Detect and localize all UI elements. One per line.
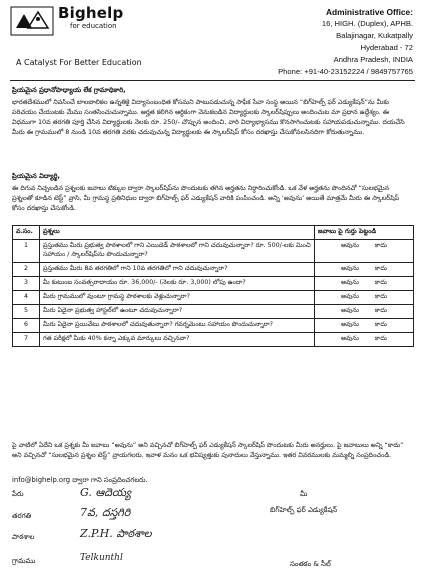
answer-cell[interactable] [315,240,414,263]
no-option[interactable]: కాదు [374,279,387,286]
closing-paragraph: పై వాటిలో ఏదేని ఒక ప్రశ్నకు మీ జవాబు “అవును” అని వచ్చినచో బిగ్‌హెల్ప్ ఫర్ ఎడ్యుకేషన్ స్కాలర్‌షిప్ పొందుటకు మీరు అనర్హులు. పై జవాబులు అన్ని “కాదు” అని వచ్చినచో “సులభమైన ప్రశ్నల టెస్ట్” వ్రాయగలరు. ఇవాళ మనం ఒక భవిష్యత్తుకు పునాదులు వేస్తున్నాము. ఇతర వివరములకు మమ్మల్ని సంప్రదించండి. [12,441,404,459]
question-number: 7 [13,333,40,347]
signature-seal-label: సంతకం & సీల్ [290,560,331,568]
greeting-student: ప్రియమైన విద్యార్థి, [12,172,61,180]
table-row [13,333,414,347]
table-row [13,291,414,305]
office-line: Andhra Pradesh, INDIA [333,55,413,64]
question-text: మీరు ఏదైనా ప్రభుత్వ హాస్టల్‌లో ఉంటూ చదువుచున్నారా? [40,305,315,319]
answer-cell[interactable] [315,291,414,305]
header-divider [10,80,415,81]
yes-option[interactable]: అవును [340,279,359,286]
greeting-headmaster: ప్రియమైన ప్రధానోపాధ్యాయ లేక గ్రామాధికారి, [12,86,126,94]
office-address [278,6,413,78]
question-text: గత పరీక్షలో మీకు 40% కన్నా ఎక్కువ మార్కులు వచ్చినవా? [40,333,315,347]
question-number: 3 [13,277,40,291]
question-number: 5 [13,305,40,319]
brand-subtitle: for education [70,22,117,30]
instruction-paragraph: ఈ దిగువ నిచ్చబడిన ప్రశ్నలకు జవాబు టిక్కుల ద్వారా స్కాలర్‌షిప్‌ను పొందుటకు తగిన అర్హతను నిర్ధారించుకోండి. ఒక వేళ అర్హతను పొందినచో “సులభమైన ప్రశ్నలతో కూడిన టెస్ట్” వ్రాసి, మీ గ్రామస్థ ప్రతినిధుల ద్వారా బిగ్‌హెల్ప్ ఫర్ ఎడ్యుకేషన్ వారికి పంపించండి. అన్ని ‘అవును’ అయితే మాత్రమే మీరు ఈ స్కాలర్‌షిప్ కోసం దరఖాస్తు చేసుకోండి. [12,184,400,212]
question-number: 4 [13,291,40,305]
answer-cell[interactable] [315,333,414,347]
office-line: Balajinagar, Kukatpally [336,31,413,40]
yes-option[interactable]: అవును [340,335,359,342]
yes-option[interactable]: అవును [340,293,359,300]
no-option[interactable]: కాదు [374,242,387,249]
answer-cell[interactable] [315,319,414,333]
yes-option[interactable]: అవును [340,265,359,272]
table-row [13,319,414,333]
bighelp-logo [10,6,54,36]
yes-option[interactable]: అవును [340,242,359,249]
tagline: A Catalyst For Better Education [16,58,142,67]
intro-paragraph: భారతదేశములో నివసించే బాలబాలికల ఉన్నతికై విద్యాసంబంధిత కోసమని పాటుపడుచున్న సాఫీక సేవా సంస్థ అయిన “బిగ్‌హెల్ప్ ఫర్ ఎడ్యుకేషన్”ను మీకు పరిచయం చేయుటకు మేము సంతసించుచున్నాము. అర్హత కలిగిన ఆర్థికంగా వెనుకబడిన విద్యార్థులకు స్కాలర్‌షిప్పులు అందించుట మా ప్రధాన ఉద్దేశ్యం. ఈ విధముగా 10వ తరగతి పూర్తి చేసిన విద్యార్థులకు నెలకు రూ. 250/- చొప్పున అందించి, వారి విద్యాభ్యాసము కొనసాగించుటకు సహాయపడుచున్నాము. దయచేసి మీరు ఈ గ్రామములో 8 నుండి 10వ తరగతి వరకు చదువుచున్న విద్యార్థులకు ఈ స్కాలర్‌షిప్ కోసం దరఖాస్తు చేసుకోవలసినదిగా కోరుతున్నాము. [12,98,405,136]
no-option[interactable]: కాదు [374,265,387,272]
col-header-no: వ.సం. [13,226,40,240]
closing-org: బిగ్‌హెల్ప్ ఫర్ ఎడ్యుకేషన్ [270,506,338,514]
table-row [13,277,414,291]
no-option[interactable]: కాదు [374,335,387,342]
question-text: మీరు ఏదైనా ప్రయివేటు పాఠశాలలో చదువుతున్నారా? గవర్నమెంటు సహాయం పొందుచున్నారా? [40,319,315,333]
question-text: ప్రస్తుతము మీరు ప్రభుత్వ పాఠశాలలో గాని ఎయిడెడ్ పాఠశాలలో గాని చదువుచున్నారా? రూ. 500/-లకు మించి సహాయం / స్కాలర్‌షిప్‌ను పొందుచున్నారా? [40,240,315,263]
no-option[interactable]: కాదు [374,293,387,300]
question-number: 1 [13,240,40,263]
answer-cell[interactable] [315,305,414,319]
question-text: ప్రస్తుతము మీరు 8వ తరగతిలో గాని 10వ తరగతిలో గాని చదువుచున్నారా? [40,263,315,277]
table-row [13,305,414,319]
question-text: మీ కుటుంబ సంవత్సరాదాయం రూ. 36,000/- (నెలకు రూ. 3,000) లోపు ఉందా? [40,277,315,291]
no-option[interactable]: కాదు [374,321,387,328]
office-line: Hyderabad - 72 [360,43,413,52]
table-row [13,263,414,277]
office-title: Administrative Office: [325,7,413,17]
office-line: 16, HIGH. (Duplex), APHB. [321,19,413,28]
no-option[interactable]: కాదు [374,307,387,314]
table-header-row [13,226,414,240]
col-header-question: ప్రశ్నలు [40,226,315,240]
class-value[interactable]: 7వ, దస్తగిరి [80,506,131,519]
contact-email: info@bighelp.org ద్వారా గాని సంప్రదించగలరు. [12,476,148,484]
answer-cell[interactable] [315,263,414,277]
question-number: 6 [13,319,40,333]
yes-option[interactable]: అవును [340,307,359,314]
question-number: 2 [13,263,40,277]
village-value[interactable]: Telkunthl [80,553,123,563]
yes-option[interactable]: అవును [340,321,359,328]
question-text: మీరు గ్రామములో వుంటూ గ్రామస్థ పాఠశాలకు వెళ్లుచున్నారా? [40,291,315,305]
closing-yours: మీ [300,490,308,498]
answer-cell[interactable] [315,277,414,291]
village-label: గ్రామము [12,557,36,565]
brand-name: Bighelp [58,4,124,22]
eligibility-table [12,225,414,347]
school-label: పాఠశాల [12,533,35,541]
table-row [13,240,414,263]
school-value[interactable]: Z.P.H. పాఠశాల [80,527,152,540]
name-value[interactable]: G. ఆదెయ్య [80,486,131,499]
office-phone: Phone: +91-40-23152224 / 9849757765 [278,67,413,76]
class-label: తరగతి [12,512,32,520]
name-label: పేరు [12,490,24,498]
col-header-answer: జవాబు పై గుర్తు పెట్టండి [315,226,414,240]
